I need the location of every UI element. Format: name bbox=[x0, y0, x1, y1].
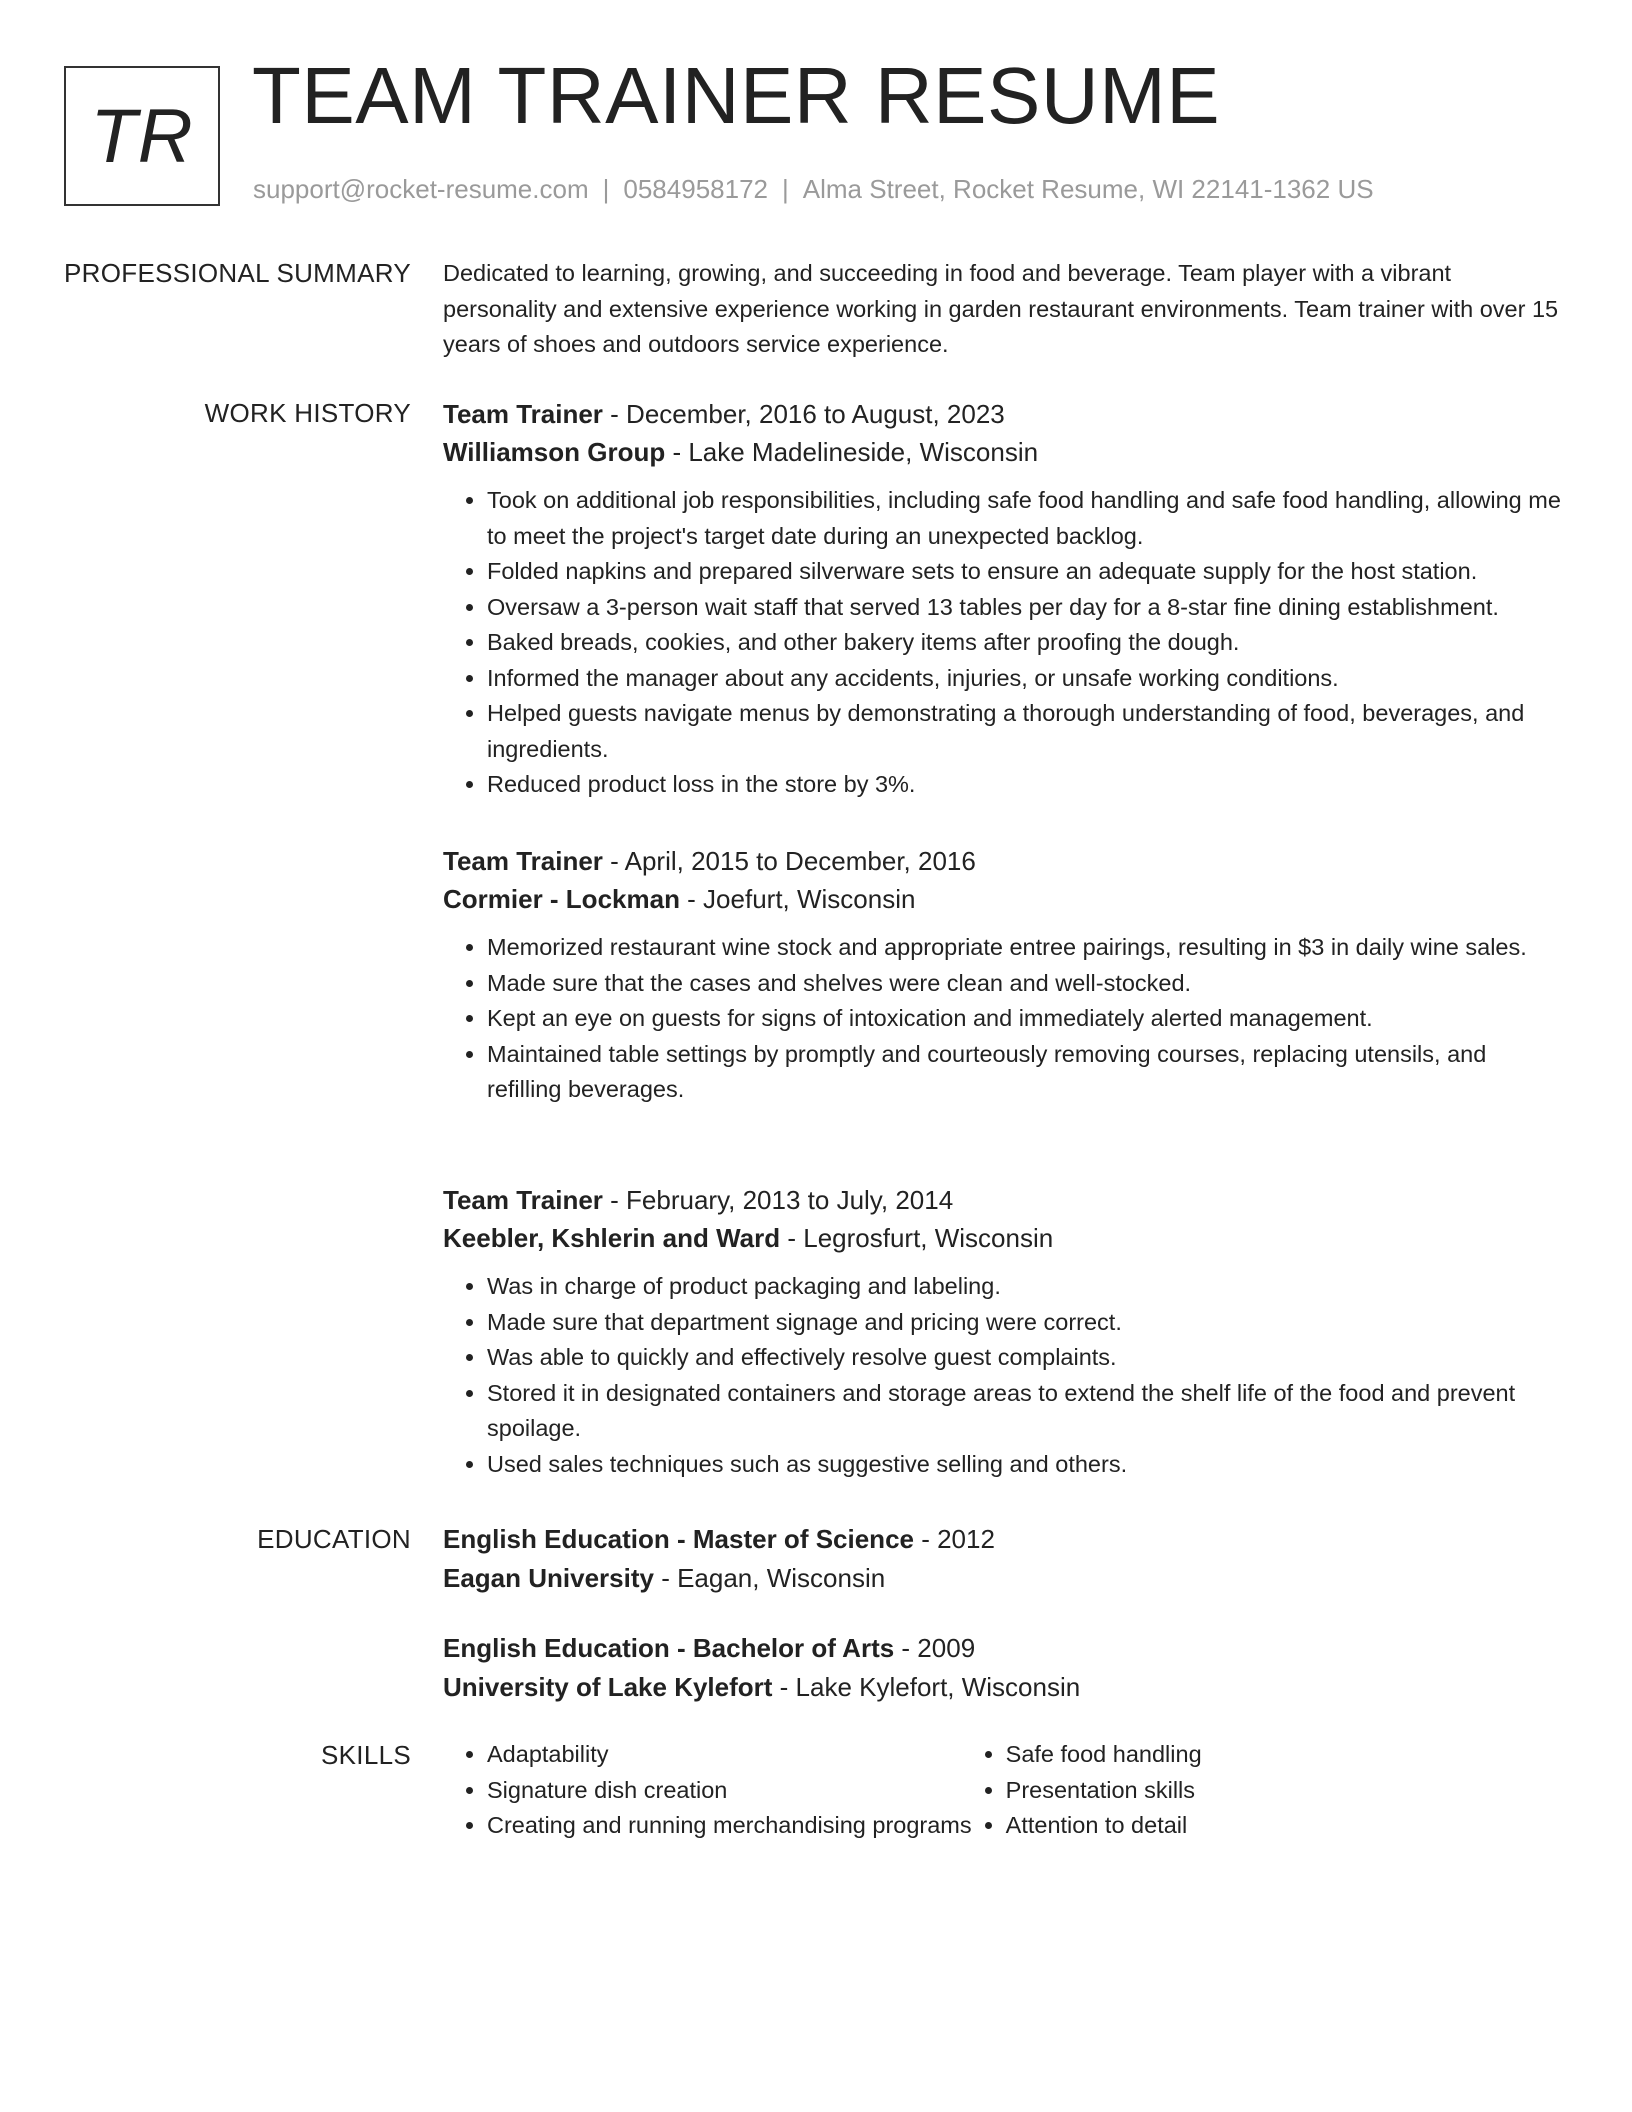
contact-email: support@rocket-resume.com bbox=[253, 174, 589, 204]
job-bullet: • Stored it in designated containers and storage areas to extend the shelf life of the food and prevent spoilage. bbox=[487, 1376, 1563, 1447]
skills-section bbox=[443, 1737, 1563, 1844]
section-label-education: EDUCATION bbox=[257, 1524, 411, 1554]
job-location: - Legrosfurt, Wisconsin bbox=[780, 1223, 1054, 1253]
job-entry bbox=[443, 842, 1563, 1108]
education-school-line bbox=[443, 1668, 1563, 1707]
job-company-line bbox=[443, 880, 1563, 918]
skills-column-2 bbox=[972, 1737, 1202, 1844]
job-location: - Lake Madelineside, Wisconsin bbox=[665, 437, 1039, 467]
contact-separator: | bbox=[782, 174, 789, 204]
education-entry bbox=[443, 1520, 1563, 1598]
job-title-line bbox=[443, 1181, 1563, 1219]
resume-title: TEAM TRAINER RESUME bbox=[252, 51, 1221, 140]
contact-line bbox=[253, 174, 1374, 205]
job-bullets bbox=[443, 930, 1563, 1108]
education-degree: English Education - Bachelor of Arts bbox=[443, 1633, 895, 1663]
job-location: - Joefurt, Wisconsin bbox=[679, 884, 916, 914]
contact-address: Alma Street, Rocket Resume, WI 22141-1362 US bbox=[802, 174, 1374, 204]
job-title: Team Trainer bbox=[443, 846, 603, 876]
education-school-line bbox=[443, 1559, 1563, 1598]
skill-item: • Safe food handling bbox=[1006, 1737, 1202, 1773]
job-bullet: • Was in charge of product packaging and labeling. bbox=[487, 1269, 1563, 1305]
monogram-initials: TR bbox=[90, 93, 194, 179]
education-degree-line bbox=[443, 1520, 1563, 1559]
job-bullet: • Maintained table settings by promptly and courteously removing courses, replacing utensils, and refilling beverages. bbox=[487, 1037, 1563, 1108]
job-bullet: • Made sure that the cases and shelves were clean and well-stocked. bbox=[487, 966, 1563, 1002]
job-bullet: • Oversaw a 3-person wait staff that served 13 tables per day for a 8-star fine dining establishment. bbox=[487, 590, 1563, 626]
job-title-line bbox=[443, 842, 1563, 880]
education-degree: English Education - Master of Science bbox=[443, 1524, 914, 1554]
job-title: Team Trainer bbox=[443, 1185, 603, 1215]
job-entry bbox=[443, 395, 1563, 803]
contact-phone: 0584958172 bbox=[623, 174, 768, 204]
skill-item: • Attention to detail bbox=[1006, 1808, 1202, 1844]
job-bullet: • Was able to quickly and effectively resolve guest complaints. bbox=[487, 1340, 1563, 1376]
job-company-line bbox=[443, 1219, 1563, 1257]
job-title: Team Trainer bbox=[443, 399, 603, 429]
job-company-line bbox=[443, 433, 1563, 471]
contact-separator: | bbox=[602, 174, 610, 204]
job-bullet: • Made sure that department signage and pricing were correct. bbox=[487, 1305, 1563, 1341]
summary-text: Dedicated to learning, growing, and succeeding in food and beverage. Team player with a vibrant personality and extensive experience working in garden restaurant environments. Team trainer with over 15 years of shoes and outdoors service experience. bbox=[443, 260, 1559, 357]
education-location: - Lake Kylefort, Wisconsin bbox=[772, 1672, 1081, 1702]
job-bullet: • Took on additional job responsibilities, including safe food handling and safe food handling, allowing me to meet the project's target date during an unexpected backlog. bbox=[487, 483, 1563, 554]
summary-section bbox=[443, 256, 1563, 363]
skills-column-1 bbox=[443, 1737, 972, 1844]
job-dates: - December, 2016 to August, 2023 bbox=[602, 399, 1005, 429]
job-company: Williamson Group bbox=[443, 437, 666, 467]
skill-item: • Creating and running merchandising programs bbox=[487, 1808, 972, 1844]
education-school: Eagan University bbox=[443, 1563, 654, 1593]
job-bullet: • Informed the manager about any accidents, injuries, or unsafe working conditions. bbox=[487, 661, 1563, 697]
job-bullet: • Baked breads, cookies, and other bakery items after proofing the dough. bbox=[487, 625, 1563, 661]
skill-item: • Signature dish creation bbox=[487, 1773, 972, 1809]
job-dates: - February, 2013 to July, 2014 bbox=[602, 1185, 954, 1215]
job-bullet: • Memorized restaurant wine stock and appropriate entree pairings, resulting in $3 in daily wine sales. bbox=[487, 930, 1563, 966]
education-year: - 2009 bbox=[894, 1633, 976, 1663]
job-company: Cormier - Lockman bbox=[443, 884, 680, 914]
job-dates: - April, 2015 to December, 2016 bbox=[602, 846, 976, 876]
education-year: - 2012 bbox=[913, 1524, 995, 1554]
education-degree-line bbox=[443, 1629, 1563, 1668]
job-entry bbox=[443, 1181, 1563, 1482]
job-bullet: • Used sales techniques such as suggestive selling and others. bbox=[487, 1447, 1563, 1483]
section-label-work-history: WORK HISTORY bbox=[204, 398, 411, 428]
education-location: - Eagan, Wisconsin bbox=[653, 1563, 886, 1593]
job-bullet: • Folded napkins and prepared silverware sets to ensure an adequate supply for the host station. bbox=[487, 554, 1563, 590]
section-label-skills: SKILLS bbox=[321, 1740, 411, 1770]
job-bullets bbox=[443, 483, 1563, 803]
skill-item: • Presentation skills bbox=[1006, 1773, 1202, 1809]
job-company: Keebler, Kshlerin and Ward bbox=[443, 1223, 781, 1253]
job-bullet: • Helped guests navigate menus by demonstrating a thorough understanding of food, beverages, and ingredients. bbox=[487, 696, 1563, 767]
education-school: University of Lake Kylefort bbox=[443, 1672, 773, 1702]
section-label-summary: PROFESSIONAL SUMMARY bbox=[64, 258, 411, 288]
skill-item: • Adaptability bbox=[487, 1737, 972, 1773]
job-title-line bbox=[443, 395, 1563, 433]
job-bullets bbox=[443, 1269, 1563, 1482]
job-bullet: • Kept an eye on guests for signs of intoxication and immediately alerted management. bbox=[487, 1001, 1563, 1037]
job-bullet: • Reduced product loss in the store by 3%. bbox=[487, 767, 1563, 803]
education-entry bbox=[443, 1629, 1563, 1707]
monogram-box bbox=[64, 66, 220, 206]
